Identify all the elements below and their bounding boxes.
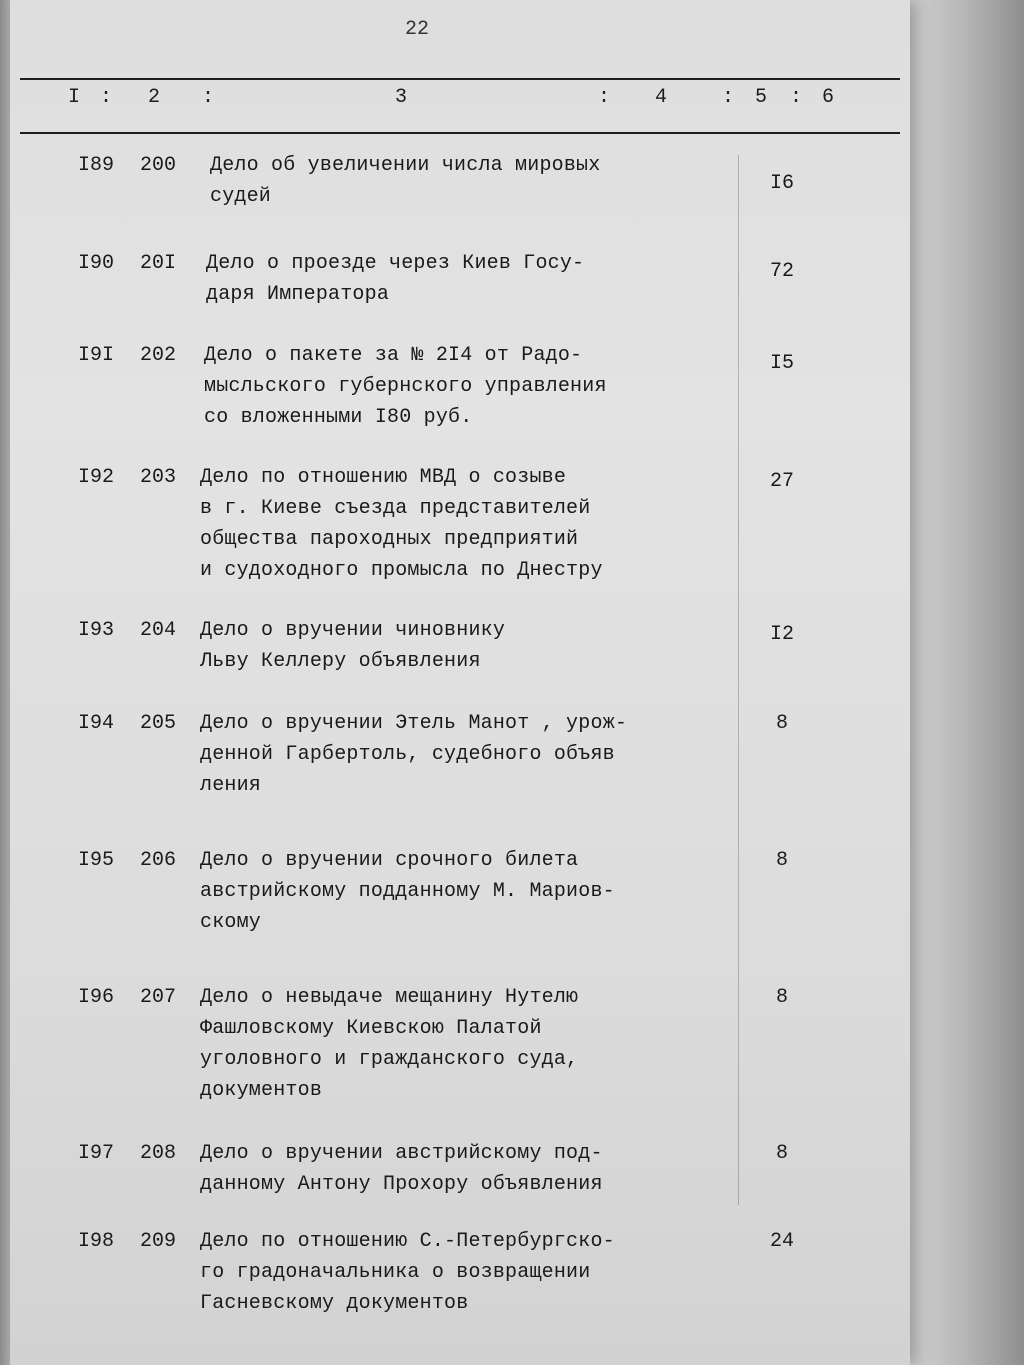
- column-header-3: 3: [395, 86, 408, 109]
- column-header-5: 5: [755, 86, 768, 109]
- sheet-count: 27: [769, 470, 794, 493]
- sheet-count: 8: [775, 712, 788, 735]
- column-header-1: I: [68, 86, 81, 109]
- old-number: 20I: [140, 252, 177, 275]
- row-number: I97: [78, 1142, 115, 1165]
- old-number: 205: [140, 712, 177, 735]
- sheet-count: 24: [769, 1230, 794, 1253]
- case-title: Дело о вручении чиновнику Льву Келлеру объявления: [200, 619, 506, 673]
- column-header-6: 6: [822, 86, 835, 109]
- row-number: I95: [78, 849, 115, 872]
- row-number: I93: [78, 619, 115, 642]
- column-header-2: 2: [148, 86, 161, 109]
- sheet-count: 8: [775, 1142, 788, 1165]
- column-header-4: 4: [655, 86, 668, 109]
- column-separator: :: [598, 86, 611, 109]
- row-number: I92: [78, 466, 115, 489]
- case-title: Дело о пакете за № 2I4 от Радо- мысльского губернского управления со вложенными I80 руб.: [204, 344, 607, 429]
- binding-edge-mark: [10, 150, 24, 230]
- case-title: Дело по отношению МВД о созыве в г. Киеве съезда представителей общества пароходных предприятий и судоходного промысла по Днестру: [200, 466, 603, 582]
- sheet-count: 8: [775, 849, 788, 872]
- case-title: Дело об увеличении числа мировых судей: [210, 154, 601, 208]
- old-number: 207: [140, 986, 177, 1009]
- row-number: I98: [78, 1230, 115, 1253]
- row-number: I94: [78, 712, 115, 735]
- column-separator: :: [790, 86, 803, 109]
- header-top-rule: [20, 78, 900, 80]
- old-number: 204: [140, 619, 177, 642]
- row-number: I96: [78, 986, 115, 1009]
- row-number: I9I: [78, 344, 115, 367]
- column-separator: :: [100, 86, 113, 109]
- old-number: 209: [140, 1230, 177, 1253]
- case-title: Дело по отношению С.-Петербургско- го градоначальника о возвращении Гасневскому документов: [200, 1230, 615, 1315]
- old-number: 206: [140, 849, 177, 872]
- row-number: I89: [78, 154, 115, 177]
- old-number: 200: [140, 154, 177, 177]
- column-separator: :: [202, 86, 215, 109]
- page-number: 22: [405, 18, 430, 41]
- case-title: Дело о проезде через Киев Госу- даря Императора: [206, 252, 585, 306]
- column-separator: :: [722, 86, 735, 109]
- old-number: 203: [140, 466, 177, 489]
- document-sheet: [10, 0, 910, 1365]
- old-number: 208: [140, 1142, 177, 1165]
- sheet-count: 72: [769, 260, 794, 283]
- header-bottom-rule: [20, 132, 900, 134]
- case-title: Дело о вручении австрийскому под- данному Антону Прохору объявления: [200, 1142, 603, 1196]
- sheet-count: I2: [769, 623, 794, 646]
- row-number: I90: [78, 252, 115, 275]
- sheet-count: I5: [769, 352, 794, 375]
- old-number: 202: [140, 344, 177, 367]
- case-title: Дело о вручении Этель Манот , урож- денной Гарбертоль, судебного объяв ления: [200, 712, 628, 797]
- sheet-count: 8: [775, 986, 788, 1009]
- sheet-count: I6: [769, 172, 794, 195]
- sheets-column-divider: [738, 155, 739, 1205]
- case-title: Дело о невыдаче мещанину Нутелю Фашловскому Киевскою Палатой уголовного и гражданского суда, документов: [200, 986, 579, 1102]
- case-title: Дело о вручении срочного билета австрийскому подданному М. Мариов- скому: [200, 849, 615, 934]
